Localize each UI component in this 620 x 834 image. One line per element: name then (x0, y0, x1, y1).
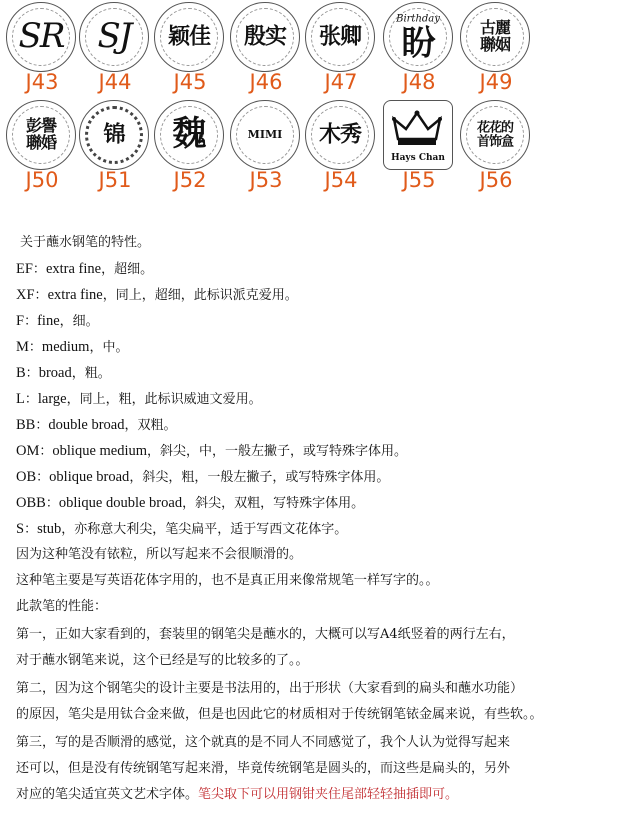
seal-code: J50 (25, 168, 59, 192)
nib-english: broad (38, 365, 72, 381)
nib-english: fine (37, 313, 60, 329)
seal-item[interactable] (303, 100, 379, 196)
removal-note: 笔尖取下可以用钢钳夹住尾部轻轻抽插即可。 (198, 787, 459, 802)
nib-chinese: ，斜尖，双粗，写特殊字体用。 (182, 496, 365, 511)
seal-stamp (154, 2, 224, 72)
paragraph-line: 的原因，笔尖是用钛合金来做，但是也因此它的材质相对于传统钢笔铱金属来说，有些软。。 (16, 707, 543, 722)
paragraph-line: 还可以，但是没有传统钢笔写起来滑，毕竟传统钢笔是圆头的，而这些是扁头的，另外 (16, 761, 511, 776)
nib-chinese: ，亦称意大利尖，笔尖扁平，适于写西文花体字。 (61, 522, 348, 537)
paragraph-line: 第三，写的是否顺滑的感觉，这个就真的是不同人不同感觉了，我个人认为觉得写起来 (16, 735, 511, 750)
seal-monogram: SR (18, 16, 64, 57)
nib-row: XF：extra fine，同上，超细，此标识派克爱用。 (16, 287, 298, 303)
nib-row: B：broad，粗。 (16, 365, 111, 381)
seal-caption: Hays Chan (391, 152, 445, 163)
seal-item[interactable] (4, 100, 80, 196)
seal-item[interactable] (381, 2, 457, 98)
seal-item[interactable] (228, 2, 304, 98)
seal-stamp (230, 100, 300, 170)
nib-row: OBB：oblique double broad，斜尖，双粗，写特殊字体用。 (16, 495, 365, 511)
seal-characters: 殷实 (243, 23, 286, 50)
nib-row: OB：oblique broad，斜尖，粗，一般左撇子，或写特殊字体用。 (16, 469, 390, 485)
seal-stamp (460, 2, 530, 72)
seal-characters: 花花的首饰盒 (476, 120, 513, 149)
nib-code: F (16, 313, 25, 329)
seal-code: J55 (402, 168, 436, 192)
seal-monogram: SJ (97, 16, 131, 57)
seal-stamp (383, 2, 453, 72)
seal-caption: Birthday (396, 13, 440, 25)
nib-code: OB (16, 469, 37, 485)
paragraph-line: 对于蘸水钢笔来说，这个已经是写的比较多的了。。 (16, 653, 309, 668)
nib-row: M：medium，中。 (16, 339, 129, 355)
nib-english: extra fine (47, 287, 103, 303)
nib-english: medium (41, 339, 90, 355)
nib-row: L：large，同上，粗，此标识威迪文爱用。 (16, 391, 262, 407)
nib-code: L (16, 391, 25, 407)
seal-characters: 颖佳 (167, 23, 210, 50)
nib-chinese: ，同上，超细，此标识派克爱用。 (102, 288, 298, 303)
seal-stamp (305, 2, 375, 72)
nib-chinese: ，双粗。 (124, 418, 177, 433)
seal-item[interactable] (228, 100, 304, 196)
seal-row-2 (0, 100, 620, 196)
seal-characters: 张卿 (318, 23, 361, 50)
nib-english: oblique double broad (58, 495, 183, 511)
nib-english: oblique medium (52, 443, 148, 459)
nib-code: EF (16, 261, 33, 277)
seal-stamp (79, 2, 149, 72)
seal-code: J54 (324, 168, 358, 192)
nib-code: S (16, 521, 25, 537)
seal-stamp (383, 100, 453, 170)
nib-chinese: ，中。 (89, 340, 129, 355)
paragraph-line: 第一，正如大家看到的，套装里的钢笔尖是蘸水的，大概可以写A4纸竖着的两行左右， (16, 627, 515, 642)
nib-chinese: ，粗。 (71, 366, 111, 381)
seal-code: J47 (324, 70, 358, 94)
seal-code: J44 (98, 70, 132, 94)
paragraph-line: 此款笔的性能： (16, 599, 108, 614)
nib-code: BB (16, 417, 36, 433)
seal-code: J45 (173, 70, 207, 94)
seal-stamp (6, 2, 76, 72)
nib-row: BB：double broad，双粗。 (16, 417, 177, 433)
nib-row: F：fine，细。 (16, 313, 99, 329)
seal-characters: 古麗聯姻 (479, 18, 510, 54)
paragraph-line (16, 784, 458, 806)
nib-english: extra fine (45, 261, 102, 277)
crown-icon (384, 105, 451, 155)
seal-stamp (460, 100, 530, 170)
seal-row-1 (0, 2, 620, 98)
seal-item[interactable] (458, 2, 534, 98)
seal-item[interactable] (152, 2, 228, 98)
nib-english: oblique broad (49, 469, 130, 485)
nib-chinese: ，细。 (59, 314, 99, 329)
seal-characters: 木秀 (318, 121, 361, 148)
seal-item[interactable] (381, 100, 457, 196)
seal-characters: Birthday 盼 (384, 12, 452, 61)
nib-row: OM：oblique medium，斜尖，中，一般左撇子，或写特殊字体用。 (16, 443, 408, 459)
nib-row: S：stub，亦称意大利尖，笔尖扁平，适于写西文花体字。 (16, 521, 348, 537)
seal-item[interactable] (4, 2, 80, 98)
doc-title: 关于蘸水钢笔的特性。 (20, 235, 151, 250)
seal-item[interactable] (303, 2, 379, 98)
seal-code: J48 (402, 70, 436, 94)
seal-stamp (6, 100, 76, 170)
seal-characters: 锦 (103, 121, 125, 148)
nib-code: M (16, 339, 29, 355)
seal-item[interactable] (152, 100, 228, 196)
seal-item[interactable] (458, 100, 534, 196)
seal-code: J52 (173, 168, 207, 192)
seal-item[interactable] (77, 100, 153, 196)
nib-english: large (37, 391, 67, 407)
nib-row: EF：extra fine，超细。 (16, 261, 154, 277)
seal-code: J43 (25, 70, 59, 94)
seal-characters: 彭譽聯婚 (25, 116, 56, 152)
paragraph-line: 因为这种笔没有铱粒，所以写起来不会很顺滑的。 (16, 547, 303, 562)
nib-chinese: ，同上，粗，此标识威迪文爱用。 (66, 392, 262, 407)
nib-english: double broad (48, 417, 125, 433)
nib-code: OM (16, 443, 40, 459)
closing-text: 对应的笔尖适宜英文艺术字体。 (16, 787, 199, 802)
seal-code: J56 (479, 168, 513, 192)
nib-chinese: ，超细。 (101, 262, 154, 277)
nib-code: B (16, 365, 26, 381)
nib-english: stub (37, 521, 62, 537)
nib-code: OBB (16, 495, 46, 511)
seal-catalog (0, 0, 620, 200)
seal-monogram: MIMI (247, 128, 283, 142)
paragraph-line: 第二，因为这个钢笔尖的设计主要是书法用的，出于形状（大家看到的扁头和蘸水功能） (16, 681, 524, 696)
seal-stamp (79, 100, 149, 170)
paragraph-line: 这种笔主要是写英语花体字用的，也不是真正用来像常规笔一样写字的。。 (16, 573, 439, 588)
seal-code: J53 (249, 168, 283, 192)
seal-code: J46 (249, 70, 283, 94)
nib-chinese: ，斜尖，中，一般左撇子，或写特殊字体用。 (147, 444, 408, 459)
seal-characters: 魏 (172, 114, 206, 155)
seal-code: J51 (98, 168, 132, 192)
seal-code: J49 (479, 70, 513, 94)
seal-stamp (154, 100, 224, 170)
seal-item[interactable] (77, 2, 153, 98)
nib-chinese: ，斜尖，粗，一般左撇子，或写特殊字体用。 (129, 470, 390, 485)
seal-stamp (230, 2, 300, 72)
nib-code: XF (16, 287, 35, 303)
seal-stamp (305, 100, 375, 170)
